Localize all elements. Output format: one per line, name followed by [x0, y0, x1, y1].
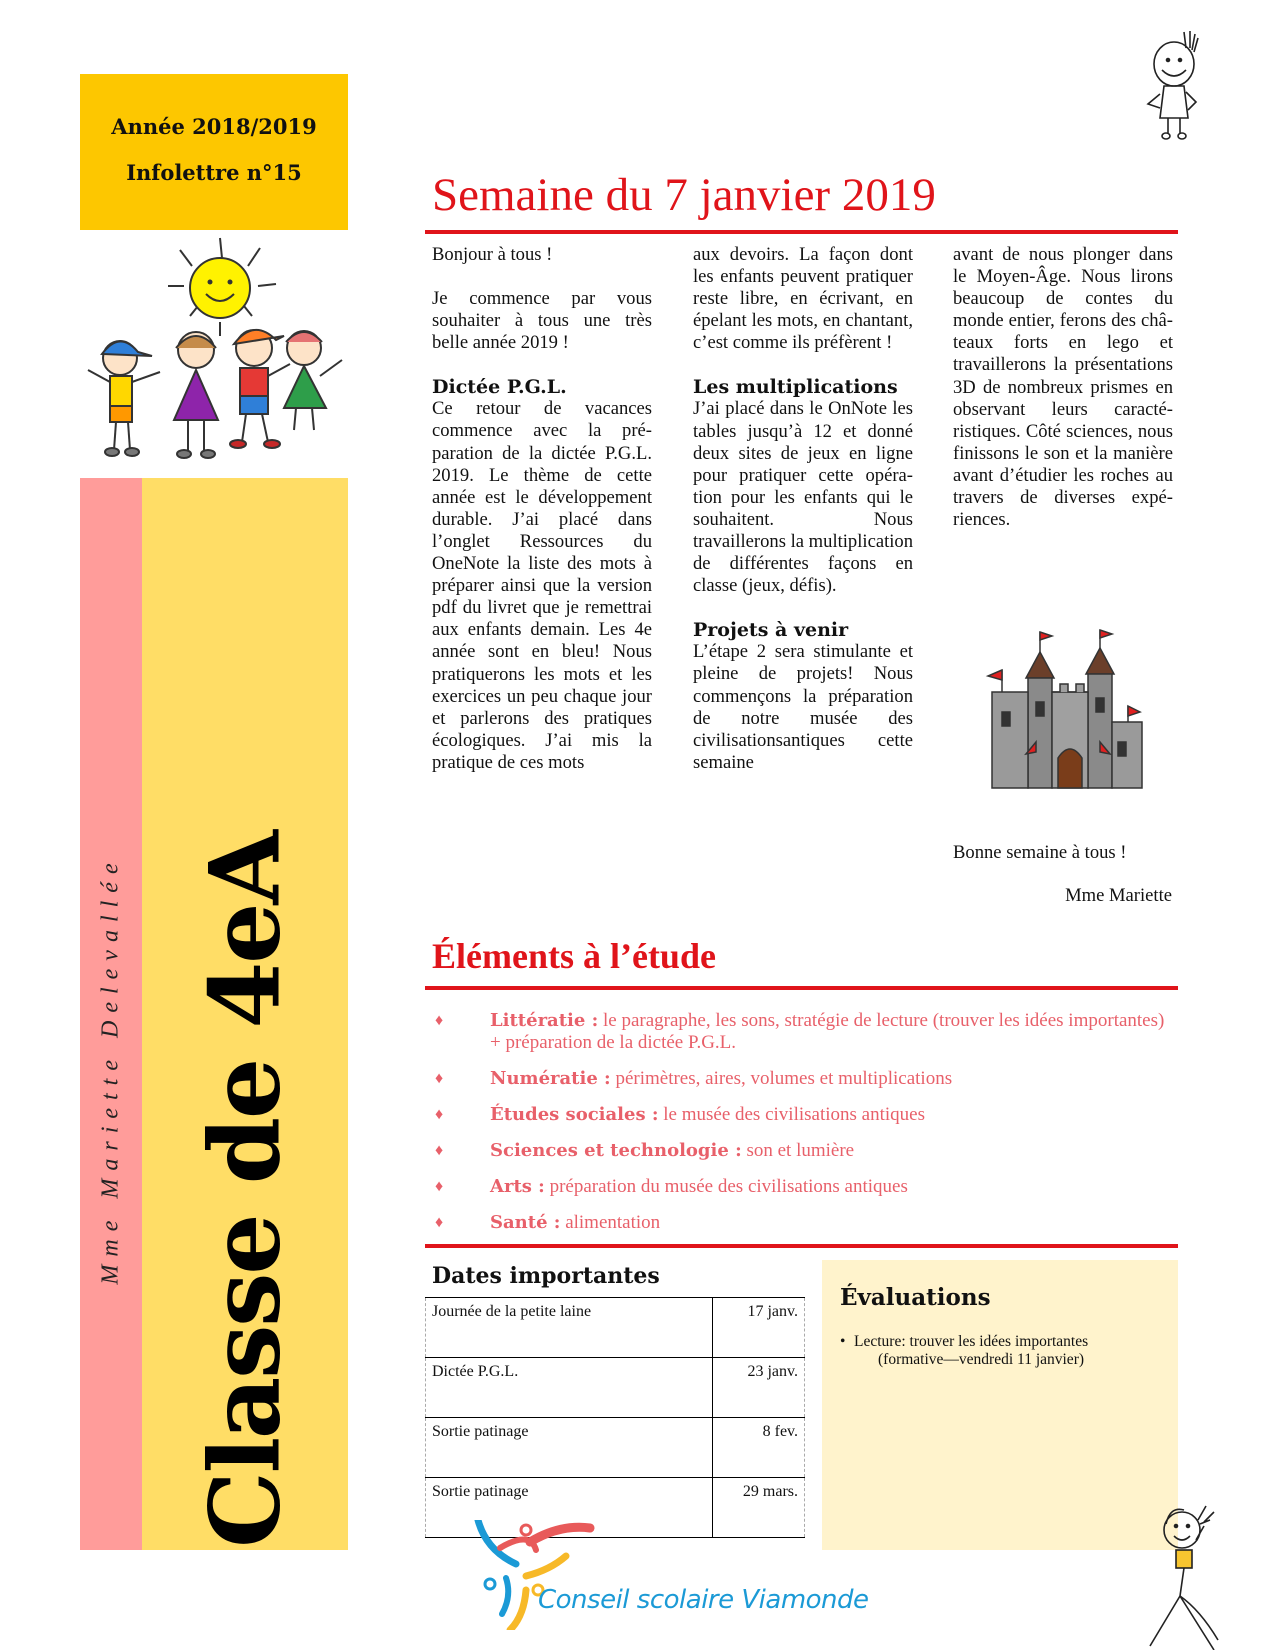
study-topics: périmètres, aires, volumes et multiplications — [610, 1068, 953, 1089]
diamond-bullet-icon: ♦ — [435, 1142, 444, 1159]
study-subject: Arts : — [490, 1176, 545, 1197]
study-item-litteratie — [432, 1010, 1178, 1054]
evaluations-box — [822, 1260, 1178, 1550]
study-topics: préparation du musée des civilisations antiques — [544, 1176, 908, 1197]
new-year-wishes: Je commence par vous souhaiter à tous une très belle année 2019 ! — [432, 288, 652, 354]
diamond-bullet-icon: ♦ — [435, 1178, 444, 1195]
evaluation-item — [840, 1333, 1160, 1369]
castle-illustration — [978, 622, 1148, 812]
event-name: Journée de la petite laine — [426, 1298, 713, 1358]
projects-body: L’étape 2 sera stimulante et pleine de projets! Nous commençons la préparation de notre musée des civilisationsantiques cette semaine — [693, 641, 913, 773]
diamond-bullet-icon: ♦ — [435, 1012, 444, 1029]
bullet-icon: • — [840, 1333, 846, 1350]
study-subject: Sciences et technologie : — [490, 1140, 742, 1161]
projects-continued: avant de nous plonger dans le Moyen-Âge. Nous lirons beaucoup de contes du monde entier, ferons des châteaux forts en lego et travaillerons la présentations 3D de nombreux prismes en observant leurs caractéristiques. Côté sciences, nous finissons le son et la manière avant d’étudier les roches au travers de diverses expériences. — [953, 244, 1173, 531]
dates-title: Dates importantes — [432, 1263, 660, 1289]
event-name: Dictée P.G.L. — [426, 1358, 713, 1418]
study-topics: son et lumière — [741, 1140, 855, 1161]
school-year: Année 2018/2019 — [111, 114, 317, 139]
title-divider — [425, 230, 1178, 234]
closing-line: Bonne semaine à tous ! — [953, 842, 1127, 863]
article-column-3 — [953, 244, 1173, 531]
study-item-etudes-sociales — [432, 1104, 1178, 1126]
article-column-1 — [432, 244, 652, 774]
dictee-heading: Dictée P.G.L. — [432, 376, 567, 399]
event-date: 23 janv. — [713, 1358, 805, 1418]
study-subject: Santé : — [490, 1212, 561, 1233]
dictee-body: Ce retour de vacances commence avec la préparation de la dictée P.G.L. 2019. Le thème de cette année est le développement durable. J’ai placé dans l’onglet Ressources du OneNote la liste des mots à préparer ainsi que la version pdf du livret que je remettrai aux enfants demain. Les 4e année sont en bleu! Nous pratiquerons les mots et les exercices un peu chaque jour et parlerons des pratiques écologiques. J’ai mis la pratique de ces mots — [432, 398, 652, 773]
multiplications-heading: Les multiplications — [693, 376, 898, 399]
viamonde-logo-text: Conseil scolaire Viamonde — [538, 1585, 869, 1615]
diamond-bullet-icon: ♦ — [435, 1214, 444, 1231]
table-row — [426, 1298, 805, 1358]
stick-figure-doodle-icon — [1140, 28, 1210, 143]
study-subject: Littératie : — [490, 1010, 599, 1031]
dates-table — [425, 1297, 805, 1538]
study-subject: Numératie : — [490, 1068, 611, 1089]
study-topics: alimentation — [560, 1212, 661, 1233]
evaluations-title: Évaluations — [840, 1284, 991, 1311]
evaluation-detail: (formative—vendredi 11 janvier) — [878, 1351, 1085, 1368]
study-topics: le paragraphe, les sons, stratégie de lecture (trouver les idées importantes) + préparation de la dictée P.G.L. — [490, 1010, 1165, 1053]
diamond-bullet-icon: ♦ — [435, 1106, 444, 1123]
evaluation-text: Lecture: trouver les idées importantes — [854, 1333, 1089, 1350]
study-title-divider — [425, 986, 1178, 990]
multiplications-body: J’ai placé dans le OnNote les tables jusqu’à 12 et donné deux sites de jeux en ligne pour pratiquer cette opération pour les enfants qui le souhaitent. Nous travaillerons la multiplication de différentes façons en classe (jeux, défis). — [693, 398, 913, 597]
newsletter-issue: Infolettre n°15 — [126, 160, 302, 185]
waving-figure-doodle-icon — [1140, 1500, 1240, 1650]
dictee-continued: aux devoirs. La façon dont les enfants peuvent pratiquer reste libre, en écrivant, en épelant les mots, en chantant, c’est comme ils préfèrent ! — [693, 244, 913, 354]
event-date: 29 mars. — [713, 1478, 805, 1538]
table-row — [426, 1418, 805, 1478]
event-name: Sortie patinage — [426, 1478, 713, 1538]
evaluations-list — [840, 1333, 1160, 1369]
page-title: Semaine du 7 janvier 2019 — [432, 169, 936, 221]
study-item-arts — [432, 1176, 1178, 1198]
children-sun-illustration — [80, 230, 348, 478]
event-date: 17 janv. — [713, 1298, 805, 1358]
study-section-title: Éléments à l’étude — [432, 936, 716, 976]
class-name: Classe de 4eA — [188, 832, 302, 1548]
signature: Mme Mariette — [1065, 885, 1172, 906]
diamond-bullet-icon: ♦ — [435, 1070, 444, 1087]
table-row — [426, 1358, 805, 1418]
greeting: Bonjour à tous ! — [432, 244, 553, 265]
teacher-name: Mme Mariette Delevallée — [97, 855, 124, 1285]
header-info-box — [80, 74, 348, 230]
event-date: 8 fev. — [713, 1418, 805, 1478]
study-item-numeratie — [432, 1068, 1178, 1090]
study-list — [432, 1010, 1178, 1248]
event-name: Sortie patinage — [426, 1418, 713, 1478]
study-bottom-divider — [425, 1244, 1178, 1248]
projects-heading: Projets à venir — [693, 619, 849, 642]
study-item-sante — [432, 1212, 1178, 1234]
study-topics: le musée des civilisations antiques — [658, 1104, 925, 1125]
study-subject: Études sociales : — [490, 1104, 659, 1125]
study-item-sciences — [432, 1140, 1178, 1162]
article-column-2 — [693, 244, 913, 774]
